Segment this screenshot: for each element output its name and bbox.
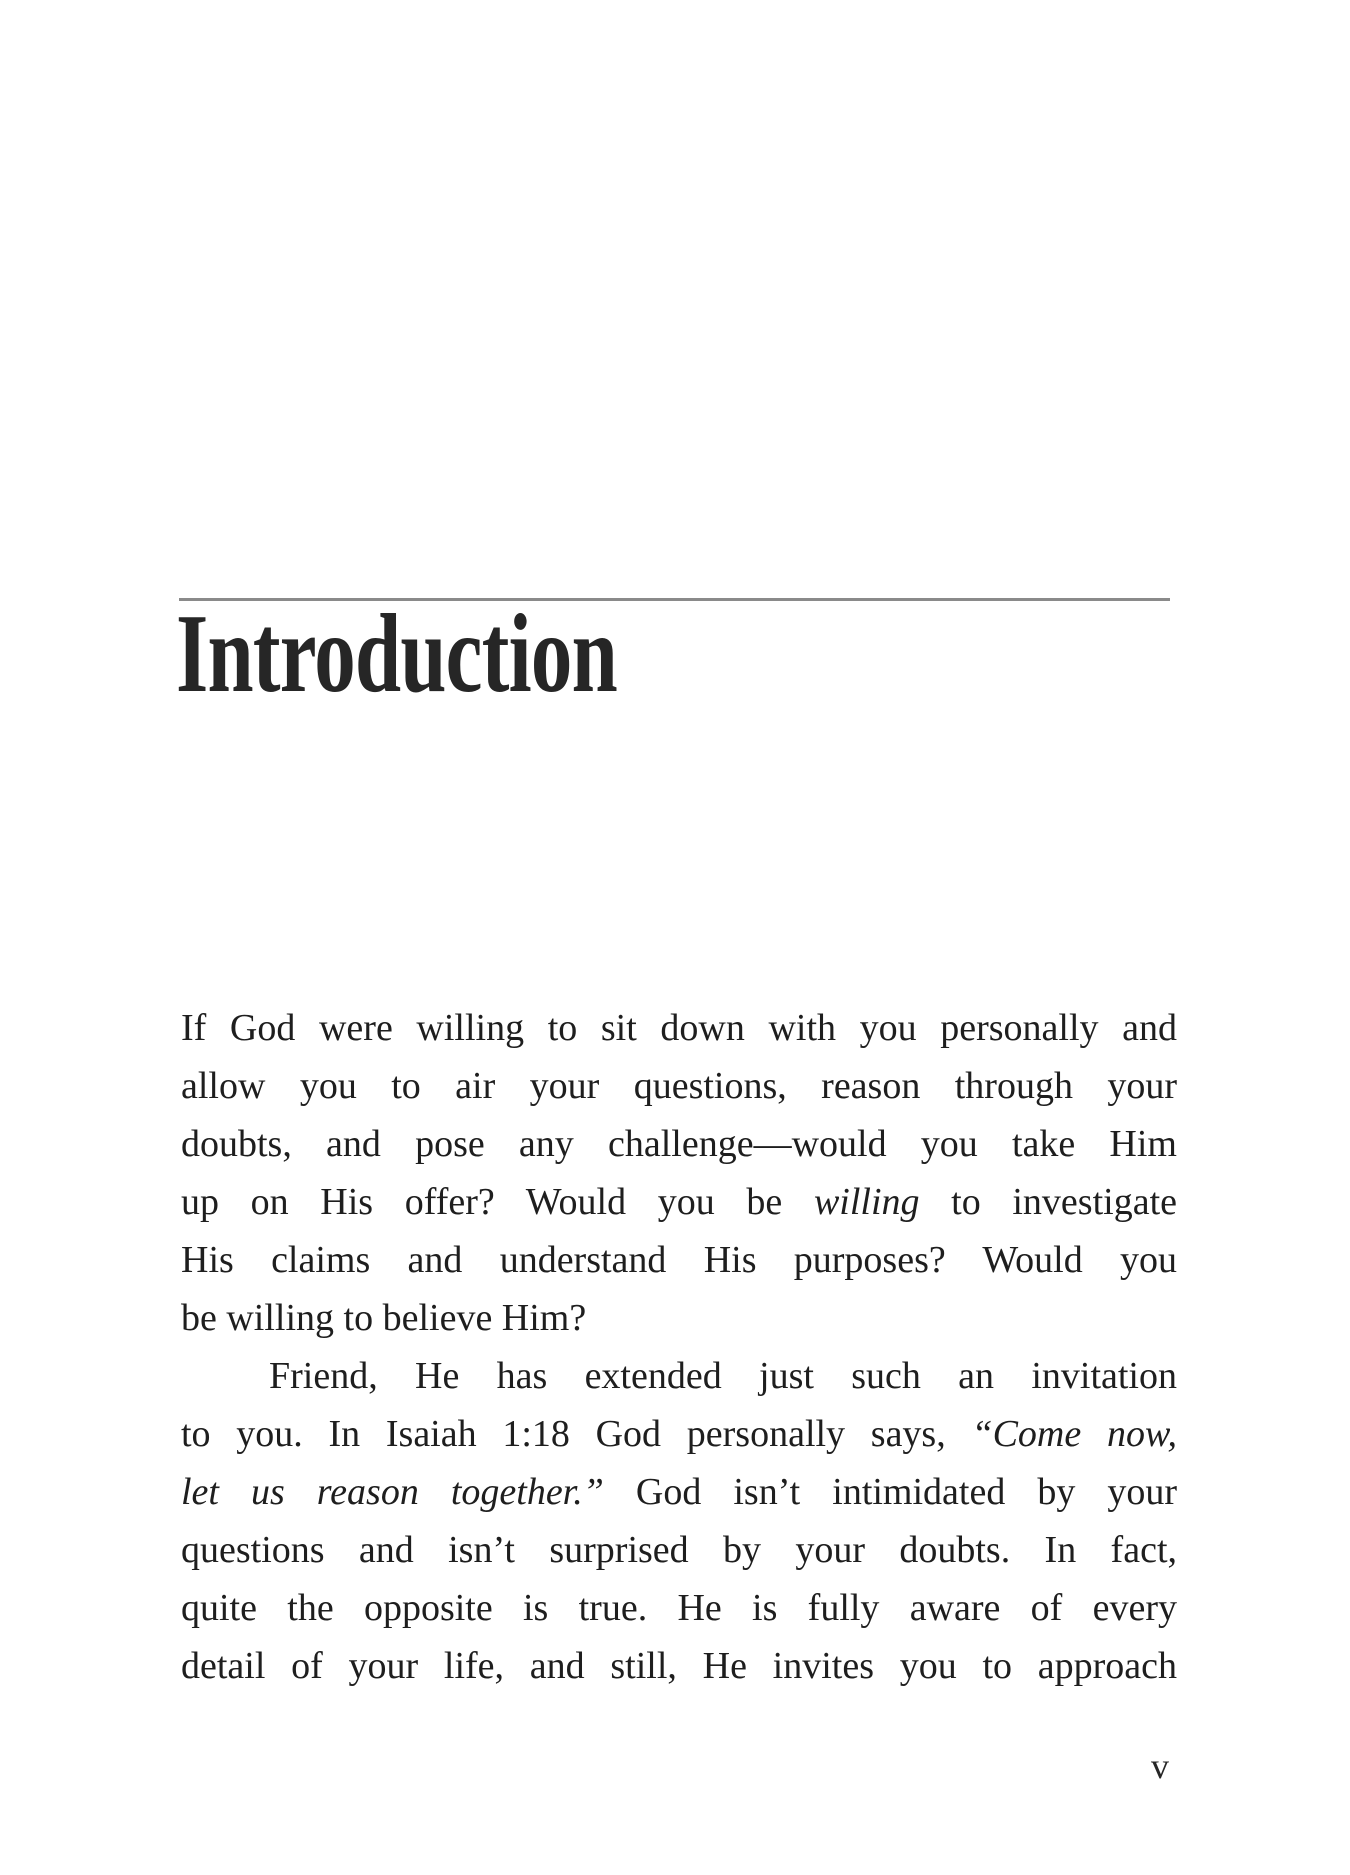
text-segment: doubts, and pose any challenge—would you take Him xyxy=(181,1123,1177,1165)
paragraph-2 xyxy=(181,1347,1177,1695)
text-segment: questions and isn’t surprised by your doubts. In fact, xyxy=(181,1529,1177,1571)
body-line xyxy=(181,1057,1177,1115)
text-segment: to you. In Isaiah 1:18 God personally says, xyxy=(181,1413,972,1455)
body-line xyxy=(181,1347,1177,1405)
body-line xyxy=(181,1173,1177,1231)
italic-text-segment: willing xyxy=(813,1181,920,1223)
body-line xyxy=(181,1289,1177,1347)
body-line xyxy=(181,1231,1177,1289)
italic-text-segment: “Come now, xyxy=(971,1413,1177,1455)
paragraph-1 xyxy=(181,999,1177,1347)
text-segment: detail of your life, and still, He invites you to approach xyxy=(181,1645,1177,1687)
body-line xyxy=(181,1405,1177,1463)
page-number: v xyxy=(1151,1746,1169,1786)
text-segment: God isn’t intimidated by your xyxy=(603,1471,1178,1513)
body-line xyxy=(181,1463,1177,1521)
body-line xyxy=(181,1115,1177,1173)
text-segment: allow you to air your questions, reason through your xyxy=(181,1065,1177,1107)
body-line xyxy=(181,1637,1177,1695)
body-text xyxy=(181,999,1177,1695)
text-segment: Friend, He has extended just such an invitation xyxy=(269,1355,1177,1397)
text-segment: If God were willing to sit down with you personally and xyxy=(181,1007,1177,1049)
body-line xyxy=(181,999,1177,1057)
text-segment: be willing to believe Him? xyxy=(181,1297,587,1339)
text-segment: to investigate xyxy=(919,1181,1177,1223)
text-segment: His claims and understand His purposes? Would you xyxy=(181,1239,1177,1281)
chapter-title-text: Introduction xyxy=(176,592,617,716)
text-segment: quite the opposite is true. He is fully aware of every xyxy=(181,1587,1177,1629)
italic-text-segment: let us reason together.” xyxy=(181,1471,604,1513)
body-line xyxy=(181,1521,1177,1579)
text-segment: up on His offer? Would you be xyxy=(181,1181,814,1223)
body-line xyxy=(181,1579,1177,1637)
chapter-title xyxy=(176,592,772,716)
